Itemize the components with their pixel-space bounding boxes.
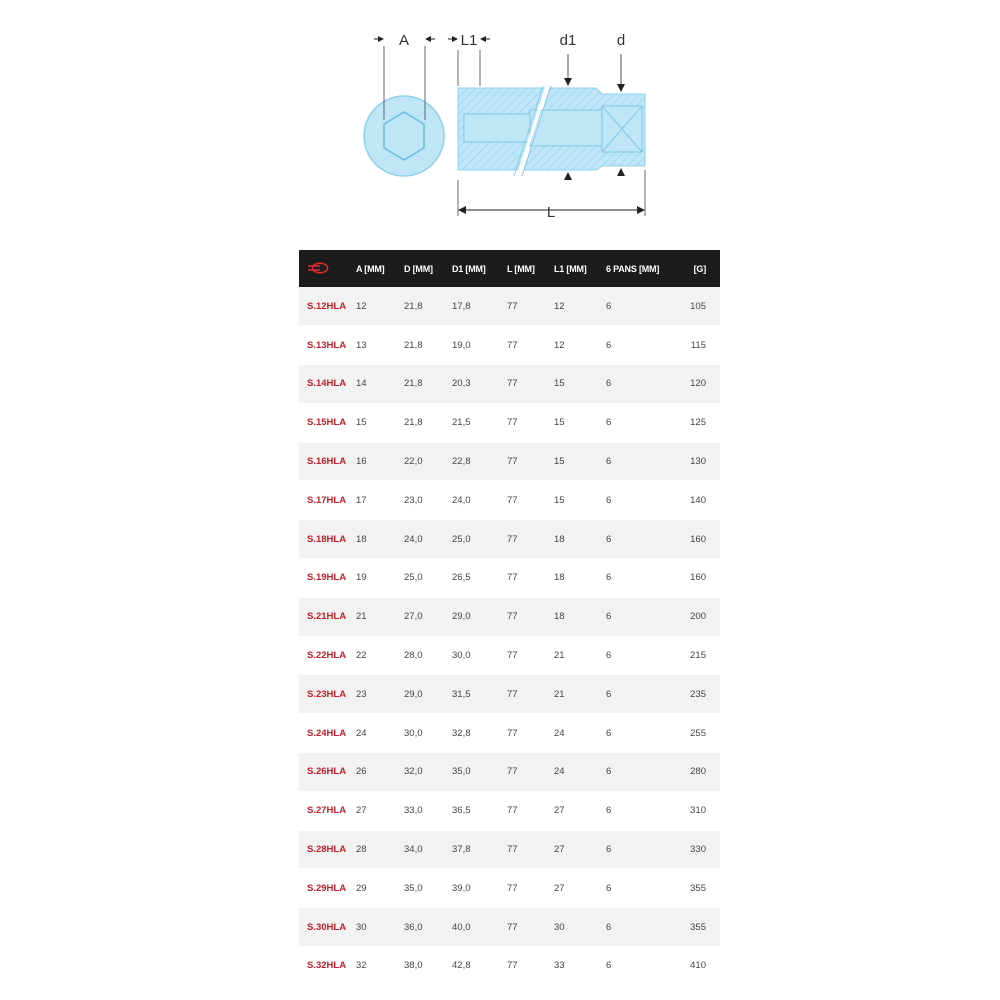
cell-weight: 160 [676, 559, 720, 598]
cell-l: 77 [507, 597, 554, 636]
cell-weight: 255 [676, 714, 720, 753]
table-row [299, 869, 720, 908]
table-row [299, 481, 720, 520]
table-row [299, 753, 720, 792]
cell-l1: 15 [554, 403, 606, 442]
cell-6-pans: 6 [606, 830, 676, 869]
cell-l1: 18 [554, 559, 606, 598]
cell-reference: S.29HLA [299, 869, 356, 908]
cell-6-pans: 6 [606, 520, 676, 559]
cell-d: 29,0 [404, 675, 452, 714]
cell-l1: 21 [554, 675, 606, 714]
cell-l1: 24 [554, 714, 606, 753]
cell-a: 16 [356, 442, 404, 481]
cell-d: 30,0 [404, 714, 452, 753]
column-header-weight: [G] [693, 263, 706, 274]
cell-d1: 17,8 [452, 287, 507, 326]
dimension-label-l: L [546, 204, 556, 221]
table-row [299, 947, 720, 986]
cell-l1: 27 [554, 830, 606, 869]
cell-l: 77 [507, 287, 554, 326]
table-row [299, 365, 720, 404]
cell-reference: S.14HLA [299, 365, 356, 404]
cell-6-pans: 6 [606, 287, 676, 326]
cell-a: 21 [356, 597, 404, 636]
cell-6-pans: 6 [606, 714, 676, 753]
socket-side-view [458, 50, 645, 216]
cell-weight: 215 [676, 636, 720, 675]
cell-l: 77 [507, 869, 554, 908]
table-row [299, 597, 720, 636]
cell-reference: S.16HLA [299, 442, 356, 481]
cell-l1: 18 [554, 597, 606, 636]
cell-d1: 20,3 [452, 365, 507, 404]
cell-l1: 15 [554, 365, 606, 404]
table-row [299, 326, 720, 365]
cell-weight: 115 [676, 326, 720, 365]
cell-weight: 160 [676, 520, 720, 559]
cell-d: 21,8 [404, 326, 452, 365]
cell-6-pans: 6 [606, 481, 676, 520]
cell-reference: S.30HLA [299, 908, 356, 947]
cell-reference: S.26HLA [299, 753, 356, 792]
cell-l: 77 [507, 636, 554, 675]
cell-weight: 355 [676, 869, 720, 908]
cell-d1: 29,0 [452, 597, 507, 636]
cell-d1: 25,0 [452, 520, 507, 559]
cell-a: 30 [356, 908, 404, 947]
table-row [299, 636, 720, 675]
dimension-label-a: A [398, 32, 410, 49]
cell-d: 21,8 [404, 403, 452, 442]
cell-l1: 18 [554, 520, 606, 559]
column-header-d: D [MM] [404, 263, 433, 274]
table-row [299, 403, 720, 442]
cell-l: 77 [507, 365, 554, 404]
cell-a: 19 [356, 559, 404, 598]
cell-6-pans: 6 [606, 559, 676, 598]
cell-6-pans: 6 [606, 597, 676, 636]
cell-l1: 15 [554, 481, 606, 520]
cell-l: 77 [507, 520, 554, 559]
cell-a: 17 [356, 481, 404, 520]
cell-d1: 42,8 [452, 947, 507, 986]
table-row [299, 287, 720, 326]
cell-l: 77 [507, 791, 554, 830]
cell-6-pans: 6 [606, 753, 676, 792]
cell-l: 77 [507, 947, 554, 986]
cell-6-pans: 6 [606, 908, 676, 947]
cell-l1: 33 [554, 947, 606, 986]
cell-reference: S.21HLA [299, 597, 356, 636]
cell-d1: 19,0 [452, 326, 507, 365]
dimension-label-d1: d1 [559, 32, 577, 49]
cell-6-pans: 6 [606, 947, 676, 986]
column-header-d1: D1 [MM] [452, 263, 486, 274]
cell-reference: S.28HLA [299, 830, 356, 869]
cell-6-pans: 6 [606, 675, 676, 714]
column-header-6-pans: 6 PANS [MM] [606, 263, 660, 274]
table-row [299, 908, 720, 947]
cell-weight: 330 [676, 830, 720, 869]
cell-weight: 125 [676, 403, 720, 442]
table-row [299, 520, 720, 559]
table-header-row [299, 250, 720, 287]
cell-l: 77 [507, 442, 554, 481]
cell-d1: 21,5 [452, 403, 507, 442]
cell-a: 22 [356, 636, 404, 675]
cell-d1: 40,0 [452, 908, 507, 947]
cell-6-pans: 6 [606, 403, 676, 442]
cell-6-pans: 6 [606, 869, 676, 908]
cell-l: 77 [507, 559, 554, 598]
cell-d1: 22,8 [452, 442, 507, 481]
column-header-l1: L1 [MM] [554, 263, 587, 274]
cell-reference: S.17HLA [299, 481, 356, 520]
cell-d: 27,0 [404, 597, 452, 636]
cell-reference: S.24HLA [299, 714, 356, 753]
cell-weight: 200 [676, 597, 720, 636]
cell-weight: 355 [676, 908, 720, 947]
cell-l: 77 [507, 481, 554, 520]
cell-l1: 15 [554, 442, 606, 481]
cell-a: 27 [356, 791, 404, 830]
cell-weight: 130 [676, 442, 720, 481]
cell-weight: 310 [676, 791, 720, 830]
cell-l: 77 [507, 403, 554, 442]
cell-d: 25,0 [404, 559, 452, 598]
cell-d: 33,0 [404, 791, 452, 830]
cell-d: 23,0 [404, 481, 452, 520]
cell-6-pans: 6 [606, 791, 676, 830]
cell-reference: S.13HLA [299, 326, 356, 365]
cell-d1: 24,0 [452, 481, 507, 520]
table-row [299, 559, 720, 598]
column-header-a: A [MM] [356, 263, 385, 274]
cell-l: 77 [507, 326, 554, 365]
cell-l1: 27 [554, 869, 606, 908]
table-row [299, 442, 720, 481]
cell-a: 14 [356, 365, 404, 404]
cell-6-pans: 6 [606, 365, 676, 404]
cell-a: 12 [356, 287, 404, 326]
cell-a: 13 [356, 326, 404, 365]
cell-weight: 235 [676, 675, 720, 714]
cell-d1: 26,5 [452, 559, 507, 598]
cell-a: 26 [356, 753, 404, 792]
table-body [299, 287, 720, 985]
cell-l1: 27 [554, 791, 606, 830]
table-row [299, 714, 720, 753]
cell-d1: 35,0 [452, 753, 507, 792]
cell-d: 38,0 [404, 947, 452, 986]
socket-end-view [364, 46, 444, 176]
cell-a: 28 [356, 830, 404, 869]
cell-d1: 37,8 [452, 830, 507, 869]
cell-l: 77 [507, 830, 554, 869]
cell-a: 24 [356, 714, 404, 753]
cell-a: 23 [356, 675, 404, 714]
dimension-label-d: d [616, 32, 626, 49]
cell-a: 18 [356, 520, 404, 559]
dimension-label-l1: L1 [460, 32, 478, 49]
cell-l: 77 [507, 908, 554, 947]
cell-weight: 410 [676, 947, 720, 986]
cell-d1: 36,5 [452, 791, 507, 830]
cell-d: 24,0 [404, 520, 452, 559]
cell-d1: 32,8 [452, 714, 507, 753]
cell-l1: 21 [554, 636, 606, 675]
table-row [299, 791, 720, 830]
cell-l1: 12 [554, 326, 606, 365]
cell-weight: 105 [676, 287, 720, 326]
cell-weight: 140 [676, 481, 720, 520]
cell-d: 22,0 [404, 442, 452, 481]
cell-6-pans: 6 [606, 636, 676, 675]
cell-l: 77 [507, 714, 554, 753]
cell-d: 21,8 [404, 365, 452, 404]
cell-l: 77 [507, 753, 554, 792]
cell-6-pans: 6 [606, 442, 676, 481]
facom-logo-icon [307, 262, 329, 274]
brand-header-cell [299, 250, 356, 287]
cell-d: 34,0 [404, 830, 452, 869]
cell-d1: 30,0 [452, 636, 507, 675]
cell-weight: 120 [676, 365, 720, 404]
cell-6-pans: 6 [606, 326, 676, 365]
table-row [299, 675, 720, 714]
cell-d1: 31,5 [452, 675, 507, 714]
cell-reference: S.23HLA [299, 675, 356, 714]
cell-l1: 30 [554, 908, 606, 947]
cell-d: 21,8 [404, 287, 452, 326]
cell-d: 36,0 [404, 908, 452, 947]
cell-d: 35,0 [404, 869, 452, 908]
cell-a: 29 [356, 869, 404, 908]
cell-reference: S.18HLA [299, 520, 356, 559]
cell-d1: 39,0 [452, 869, 507, 908]
socket-dimension-diagram [340, 20, 670, 230]
cell-a: 15 [356, 403, 404, 442]
cell-reference: S.32HLA [299, 947, 356, 986]
cell-weight: 280 [676, 753, 720, 792]
cell-reference: S.27HLA [299, 791, 356, 830]
cell-reference: S.12HLA [299, 287, 356, 326]
cell-reference: S.22HLA [299, 636, 356, 675]
cell-reference: S.15HLA [299, 403, 356, 442]
cell-d: 32,0 [404, 753, 452, 792]
cell-reference: S.19HLA [299, 559, 356, 598]
cell-d: 28,0 [404, 636, 452, 675]
cell-l: 77 [507, 675, 554, 714]
socket-spec-table [299, 250, 720, 986]
table-row [299, 830, 720, 869]
column-header-l: L [MM] [507, 263, 535, 274]
cell-a: 32 [356, 947, 404, 986]
cell-l1: 12 [554, 287, 606, 326]
cell-l1: 24 [554, 753, 606, 792]
